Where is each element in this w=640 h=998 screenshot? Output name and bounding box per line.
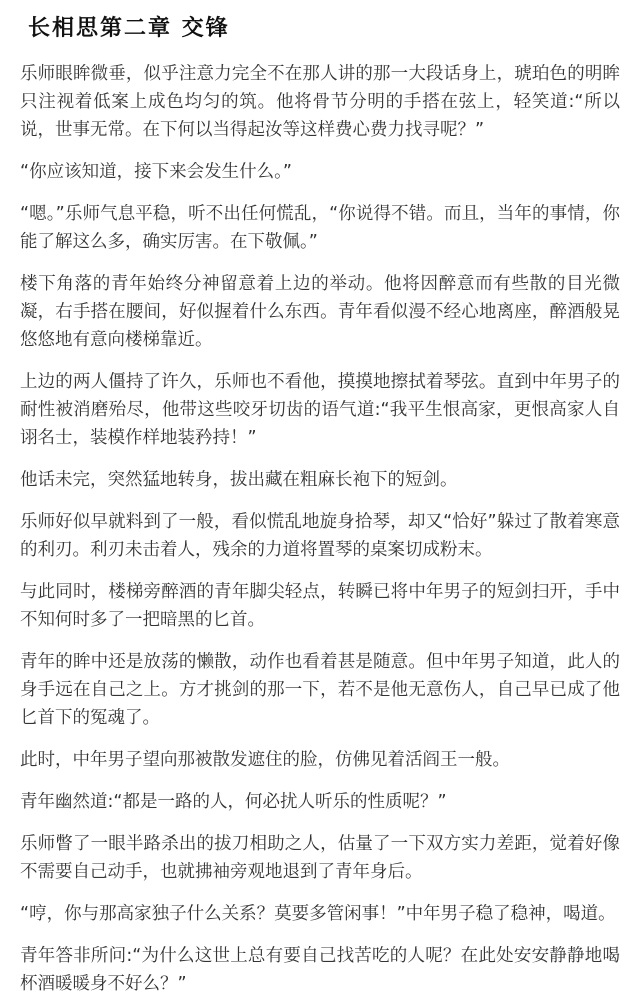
- paragraph: 乐师眼眸微垂，似乎注意力完全不在那人讲的那一大段话身上，琥珀色的明眸只注视着低案上成色均匀的筑。他将骨节分明的手搭在弦上，轻笑道:“所以说，世事无常。在下何以当得起汝等这样费心费力找寻呢？”: [20, 64, 620, 140]
- paragraph: 此时，中年男子望向那被散发遮住的脸，仿佛见着活阎王一般。: [20, 750, 510, 770]
- paragraph: 与此同时，楼梯旁醉酒的青年脚尖轻点，转瞬已将中年男子的短剑扫开，手中不知何时多了一把暗黑的匕首。: [20, 582, 620, 630]
- paragraph: 乐师瞥了一眼半路杀出的拔刀相助之人，估量了一下双方实力差距，觉着好像不需要自己动手，也就拂袖旁观地退到了青年身后。: [20, 834, 620, 882]
- paragraph: “嗯。”乐师气息平稳，听不出任何慌乱，“你说得不错。而且，当年的事情，你能了解这么多，确实厉害。在下敬佩。”: [20, 204, 620, 252]
- paragraph: 青年幽然道:“都是一路的人，何必扰人听乐的性质呢？”: [20, 792, 447, 812]
- paragraph: 青年答非所问:“为什么这世上总有要自己找苦吃的人呢？在此处安安静静地喝杯酒暖暖身不好么？”: [20, 946, 620, 994]
- chapter-title: 长相思第二章 交锋: [28, 15, 230, 41]
- paragraph: 他话未完，突然猛地转身，拔出藏在粗麻长袍下的短剑。: [20, 470, 458, 490]
- paragraph: “哼，你与那高家独子什么关系？莫要多管闲事！”中年男子稳了稳神，喝道。: [20, 904, 616, 924]
- paragraph: 楼下角落的青年始终分神留意着上边的举动。他将因醉意而有些散的目光微凝，右手搭在腰间，好似握着什么东西。青年看似漫不经心地离座，醉酒般晃悠悠地有意向楼梯靠近。: [20, 274, 620, 350]
- paragraph: 乐师好似早就料到了一般，看似慌乱地旋身拾琴，却又“恰好”躲过了散着寒意的利刃。利刃未击着人，残余的力道将置琴的桌案切成粉末。: [20, 512, 620, 560]
- paragraph: “你应该知道，接下来会发生什么。”: [20, 162, 292, 182]
- paragraph: 青年的眸中还是放荡的懒散，动作也看着甚是随意。但中年男子知道，此人的身手远在自己之上。方才挑剑的那一下，若不是他无意伤人，自己早已成了他匕首下的冤魂了。: [20, 652, 620, 728]
- paragraph: 上边的两人僵持了许久，乐师也不看他，摸摸地擦拭着琴弦。直到中年男子的耐性被消磨殆尽，他带这些咬牙切齿的语气道:“我平生恨高家，更恨高家人自诩名士，装模作样地装矜持！”: [20, 372, 620, 448]
